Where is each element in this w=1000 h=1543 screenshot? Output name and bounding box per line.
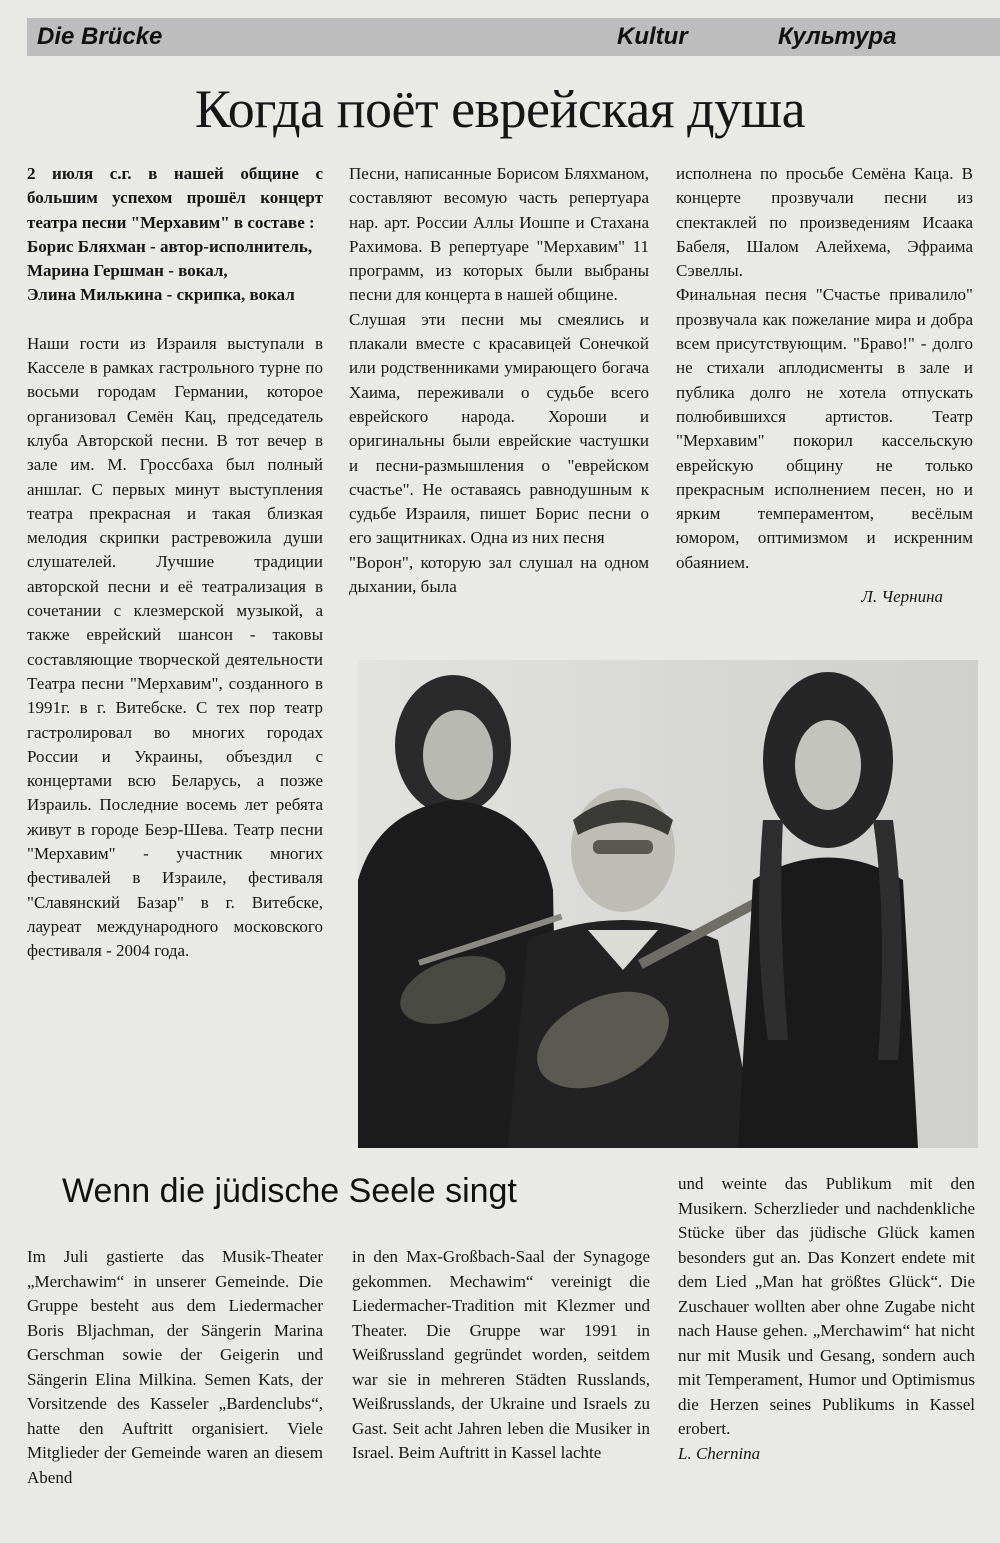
performers-photo-image bbox=[358, 660, 978, 1148]
performers-photo bbox=[358, 660, 978, 1148]
de-column-3 bbox=[678, 1172, 975, 1466]
de-paragraph-2: in den Max-Großbach-Saal der Synagoge gekommen. Mechawim“ vereinigt die Liedermacher-Tradition mit Klezmer und Theater. Die Gruppe war 1991 in Weißrussland gegründet worden, seitdem war sie in mehreren Städten Russlands, Weißrusslands, der Ukraine und Israels zu Gast. Seit acht Jahren leben die Musiker in Israel. Beim Auftritt in Kassel lachte bbox=[352, 1247, 650, 1462]
de-column-1 bbox=[27, 1245, 323, 1490]
headline-russian: Когда поёт еврейская душа bbox=[194, 79, 806, 139]
ru-member-2: Марина Гершман - вокал, bbox=[27, 261, 228, 281]
publication-name: Die Brücke bbox=[37, 23, 163, 50]
ru-column-1 bbox=[27, 162, 323, 964]
ru-intro: 2 июля с.г. в нашей общине с большим успехом прошёл концерт театра песни "Мерхавим" в составе : bbox=[27, 164, 323, 232]
headline-german: Wenn die jüdische Seele singt bbox=[62, 1172, 517, 1210]
section-header-bar bbox=[27, 18, 1000, 56]
section-name-de: Kultur bbox=[617, 23, 688, 50]
ru-member-3: Элина Милькина - скрипка, вокал bbox=[27, 285, 295, 305]
section-name-ru: Культура bbox=[778, 23, 897, 50]
ru-raven-text: "Ворон", которую зал слушал на одном дыхании, была bbox=[349, 552, 649, 597]
de-paragraph-1: Im Juli gastierte das Musik-Theater „Merchawim“ in unserer Gemeinde. Die Gruppe besteht aus dem Liedermacher Boris Bljachman, der Sängerin Marina Gerschman sowie der Geigerin und Sängerin Elina Milkina. Semen Kats, der Vorsitzende des Kasseler „Bardenclubs“, hatte den Auftritt organisiert. Viele Mitglieder der Gemeinde waren an diesem Abend bbox=[27, 1247, 323, 1487]
ru-body-paragraph: Наши гости из Израиля выступали в Касселе в рамках гастрольного турне по восьми городам Германии, которое организовал Семён Кац, председатель клуба Авторской песни. В тот вечер в зале им. М. Гроссбаха был полный аншлаг. С первых минут выступления театра прекрасная и такая близкая мелодия скрипки растревожила души слушателей. Лучшие традиции авторской песни и её театрализация в сочетании с клезмерской музыкой, а также еврейский шансон - таковы составляющие творческой деятельности Театра песни "Мерхавим", созданного в 1991г. в г. Витебске. С тех пор театр гастролировал во многих городах России и Украины, объездил с концертами всю Беларусь, а позже Израиль. Последние восемь лет ребята живут в городе Беэр-Шева. Театр песни "Мерхавим" - участник многих фестивалей в Израиле, фестиваля "Славянский Базар" в г. Витебске, лауреат международного московского фестиваля - 2004 года. bbox=[27, 333, 323, 961]
de-signature: L. Chernina bbox=[678, 1443, 761, 1463]
ru-member-1: Борис Бляхман - автор-исполнитель, bbox=[27, 236, 313, 256]
ru-concert-paragraph: исполнена по просьбе Семёна Каца. В концерте прозвучали песни из спектаклей по произведениям Исаака Бабеля, Шалом Алейхема, Эфраима Сэвеллы. bbox=[676, 164, 973, 281]
de-column-2 bbox=[352, 1245, 650, 1466]
ru-column-2 bbox=[349, 162, 649, 599]
ru-finale-paragraph: Финальная песня "Счастье привалило" прозвучала как пожелание мира и добра всем присутствующим. "Браво!" - долго не стихали аплодисменты в зале и публика долго не хотела отпускать полюбившихся артистов. Театр "Мерхавим" покорил кассельскую еврейскую общину не только прекрасным исполнением песен, но и ярким темпераментом, весёлым юмором, оптимизмом и искренним обаянием. bbox=[676, 285, 973, 572]
ru-songs-paragraph: Слушая эти песни мы смеялись и плакали вместе с красавицей Сонечкой или родственниками умирающего богача Хаима, переживали о судьбе всего еврейского народа. Хороши и оригинальны были еврейские частушки и песни-размышления о "еврейском счастье". Не оставаясь равнодушным к судьбе Израиля, пишет Борис песни о его защитниках. Одна из них песня bbox=[349, 309, 649, 548]
ru-column-3 bbox=[676, 162, 973, 609]
de-paragraph-3: und weinte das Publikum mit den Musikern. Scherzlieder und nachdenkliche Stücke über das jüdische Glück kamen besonders gut an. Das Konzert endete mit dem Lied „Man hat größtes Glück“. Die Zuschauer wollten aber ohne Zugabe nicht nach Hause gehen. „Merchawim“ hat nicht nur mit Musik und Gesang, sondern auch mit Temperament, Humor und Optimismus die Herzen seines Publikums in Kassel erobert. bbox=[678, 1174, 975, 1438]
ru-signature: Л. Чернина bbox=[861, 587, 943, 607]
ru-repertoire-paragraph: Песни, написанные Борисом Бляхманом, составляют весомую часть репертуара нар. арт. России Аллы Иошпе и Стахана Рахимова. В репертуаре "Мерхавим" 11 программ, из которых были выбраны песни для концерта в нашей общине. bbox=[349, 164, 649, 305]
